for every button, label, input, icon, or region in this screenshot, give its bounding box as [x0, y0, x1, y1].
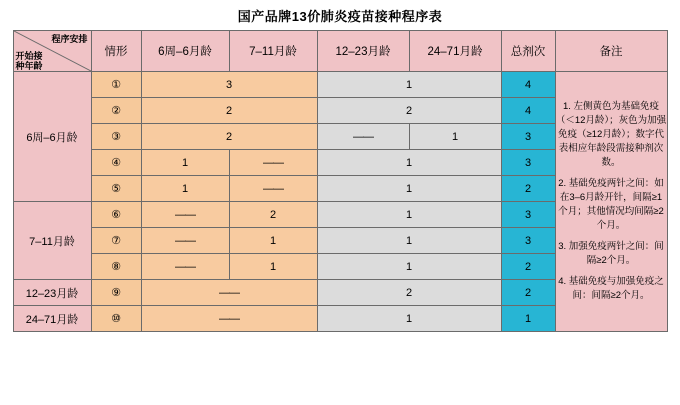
remarks-cell [555, 72, 667, 332]
dose-cell-booster: 1 [317, 176, 501, 202]
age-group-label-12-23m: 12–23月龄 [13, 280, 91, 306]
dose-cell-base: 1 [229, 254, 317, 280]
dose-cell-base: 2 [141, 98, 317, 124]
dose-cell-booster: 2 [317, 98, 501, 124]
situation-marker: ⑥ [91, 202, 141, 228]
dose-cell-booster: 1 [317, 72, 501, 98]
header-col-12-23m: 12–23月龄 [317, 31, 409, 72]
dose-cell-booster: 1 [317, 150, 501, 176]
total-doses-cell: 4 [501, 98, 555, 124]
table-header-row [13, 31, 667, 72]
dose-cell-base: 1 [141, 150, 229, 176]
remark-item: 3. 加强免疫两针之间：间隔≥2个月。 [558, 241, 664, 266]
header-col-remarks: 备注 [555, 31, 667, 72]
header-corner-cell [13, 31, 91, 72]
age-group-label-24-71m: 24–71月龄 [13, 306, 91, 332]
age-group-label-6w-6m: 6周–6月龄 [13, 72, 91, 202]
dose-cell-booster: 1 [317, 202, 501, 228]
remark-item: 4. 基础免疫与加强免疫之间：间隔≥2个月。 [558, 276, 664, 301]
total-doses-cell: 3 [501, 150, 555, 176]
situation-marker: ④ [91, 150, 141, 176]
dose-cell-base: 2 [141, 124, 317, 150]
header-col-7-11m: 7–11月龄 [229, 31, 317, 72]
dose-cell-booster: 2 [317, 280, 501, 306]
dose-cell-base: 1 [229, 228, 317, 254]
header-corner-bottom-label: 开始接 种年龄 [15, 51, 43, 71]
dose-cell-booster: 1 [317, 306, 501, 332]
situation-marker: ① [91, 72, 141, 98]
dose-cell-booster: 1 [317, 254, 501, 280]
total-doses-cell: 4 [501, 72, 555, 98]
header-col-total-doses: 总剂次 [501, 31, 555, 72]
age-group-label-7-11m: 7–11月龄 [13, 202, 91, 280]
header-col-24-71m: 24–71月龄 [409, 31, 501, 72]
remark-item: 1. 左侧黄色为基础免疫（＜12月龄）；灰色为加强免疫（≥12月龄）；数字代表相应年龄段需接种剂次数。 [555, 101, 667, 168]
dose-cell-base: —— [141, 254, 229, 280]
header-col-6w-6m: 6周–6月龄 [141, 31, 229, 72]
header-corner-top-label: 程序安排 [51, 34, 88, 44]
total-doses-cell: 3 [501, 124, 555, 150]
situation-marker: ⑤ [91, 176, 141, 202]
situation-marker: ③ [91, 124, 141, 150]
dose-cell-booster: 1 [409, 124, 501, 150]
situation-marker: ⑦ [91, 228, 141, 254]
dose-cell-base: —— [229, 150, 317, 176]
dose-cell-base: 1 [141, 176, 229, 202]
situation-marker: ② [91, 98, 141, 124]
header-col-situation: 情形 [91, 31, 141, 72]
page-title: 国产品牌13价肺炎疫苗接种程序表 [237, 9, 443, 24]
dose-cell-booster: —— [317, 124, 409, 150]
vaccination-schedule-table [13, 30, 668, 332]
dose-cell-base: —— [141, 202, 229, 228]
dose-cell-base: —— [141, 280, 317, 306]
total-doses-cell: 2 [501, 280, 555, 306]
situation-marker: ⑨ [91, 280, 141, 306]
situation-marker: ⑩ [91, 306, 141, 332]
total-doses-cell: 3 [501, 202, 555, 228]
total-doses-cell: 2 [501, 176, 555, 202]
dose-cell-base: —— [229, 176, 317, 202]
dose-cell-base: 2 [229, 202, 317, 228]
dose-cell-booster: 1 [317, 228, 501, 254]
remark-item: 2. 基础免疫两针之间：如在3–6月龄开针，间隔≥1个月；其他情况均间隔≥2个月。 [558, 178, 664, 231]
dose-cell-base: 3 [141, 72, 317, 98]
total-doses-cell: 3 [501, 228, 555, 254]
total-doses-cell: 2 [501, 254, 555, 280]
total-doses-cell: 1 [501, 306, 555, 332]
dose-cell-base: —— [141, 306, 317, 332]
situation-marker: ⑧ [91, 254, 141, 280]
table-row [13, 72, 667, 98]
dose-cell-base: —— [141, 228, 229, 254]
